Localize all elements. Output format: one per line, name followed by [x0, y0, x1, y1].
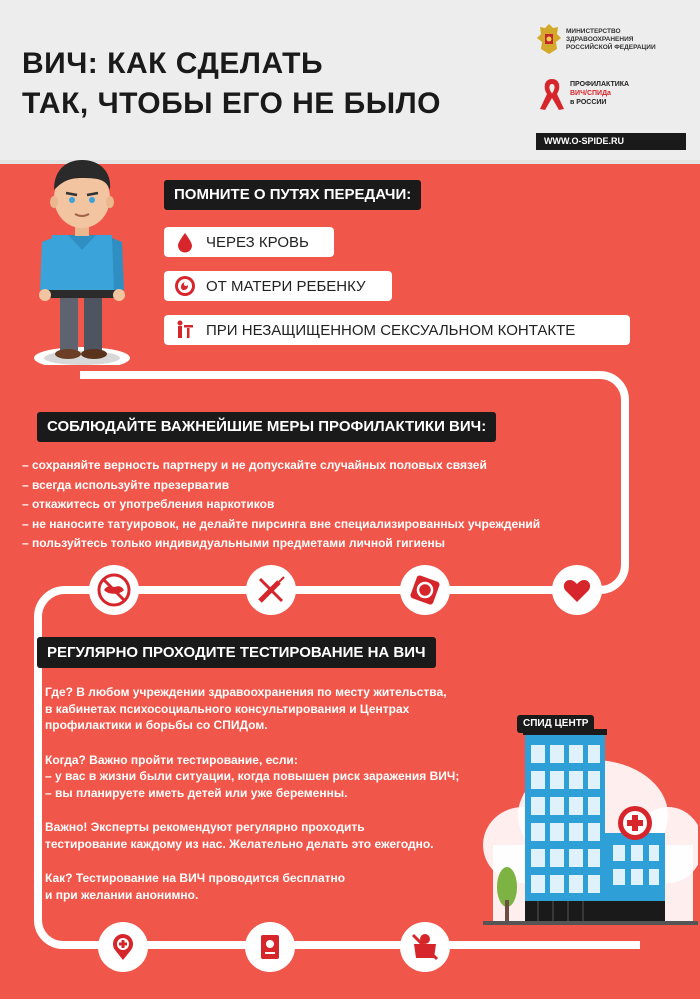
no-kiss-circle	[89, 565, 139, 615]
testing-text	[45, 684, 515, 921]
heart-icon	[552, 565, 602, 615]
aids-center-building	[483, 705, 698, 945]
prevention-item: – не наносите татуировок, не делайте пирсинга вне специализированных учреждений	[22, 516, 541, 531]
mother-child-icon	[174, 275, 196, 297]
heart-circle	[552, 565, 602, 615]
transmission-item-blood: ЧЕРЕЗ КРОВЬ	[164, 227, 334, 257]
no-syringe-circle	[246, 565, 296, 615]
transmission-item-mother: ОТ МАТЕРИ РЕБЕНКУ	[164, 271, 392, 301]
ministry-name: МИНИСТЕРСТВО ЗДРАВООХРАНЕНИЯ РОССИЙСКОЙ ФЕДЕРАЦИИ	[566, 28, 656, 51]
prevention-item: – всегда используйте презерватив	[22, 477, 230, 492]
no-wallet-icon	[400, 922, 450, 972]
no-syringe-icon	[246, 565, 296, 615]
testing-where: Где? В любом учреждении здравоохранения по месту жительства, в кабинетах психосоциального консультирования и Центрах профилактики и борьбы со СПИДом.	[45, 685, 447, 732]
prevention-item: – пользуйтесь только индивидуальными предметами личной гигиены	[22, 536, 446, 550]
condom-circle	[400, 565, 450, 615]
no-wallet-circle	[400, 922, 450, 972]
contact-icon	[174, 319, 196, 341]
testing-how: Как? Тестирование на ВИЧ проводится бесплатно и при желании анонимно.	[45, 871, 346, 902]
transmission-heading: ПОМНИТЕ О ПУТЯХ ПЕРЕДАЧИ:	[164, 180, 421, 210]
passport-icon	[245, 922, 295, 972]
prevention-name: ПРОФИЛАКТИКА ВИЧ/СПИДа в РОССИИ	[570, 81, 630, 106]
location-cross-icon	[98, 922, 148, 972]
location-cross-circle	[98, 922, 148, 972]
prevention-item: – откажитесь от употребления наркотиков	[22, 497, 275, 511]
blood-drop-icon	[174, 231, 196, 253]
prevention-item: – сохраняйте верность партнеру и не допускайте случайных половых связей	[22, 458, 487, 472]
testing-heading: РЕГУЛЯРНО ПРОХОДИТЕ ТЕСТИРОВАНИЕ НА ВИЧ	[37, 637, 436, 668]
testing-important: Важно! Эксперты рекомендуют регулярно проходить тестирование каждому из нас. Желательно делать это ежегодно.	[45, 820, 434, 851]
testing-when: Когда? Важно пройти тестирование, если: – у вас в жизни были ситуации, когда повышен риск заражения ВИЧ; – вы планируете иметь детей или уже беременны.	[45, 752, 460, 800]
passport-circle	[245, 922, 295, 972]
title-line-1: ВИЧ: КАК СДЕЛАТЬ	[22, 47, 324, 80]
person-illustration	[20, 150, 150, 365]
prevention-heading: СОБЛЮДАЙТЕ ВАЖНЕЙШИЕ МЕРЫ ПРОФИЛАКТИКИ ВИЧ:	[37, 412, 496, 442]
building-sign: СПИД ЦЕНТР	[517, 715, 594, 733]
transmission-item-contact: ПРИ НЕЗАЩИЩЕННОМ СЕКСУАЛЬНОМ КОНТАКТЕ	[164, 315, 630, 345]
prevention-list	[22, 456, 662, 554]
website-url[interactable]: WWW.O-SPIDE.RU	[536, 133, 686, 150]
no-kiss-icon	[89, 565, 139, 615]
title-line-2: ТАК, ЧТОБЫ ЕГО НЕ БЫЛО	[22, 87, 441, 120]
condom-icon	[400, 565, 450, 615]
